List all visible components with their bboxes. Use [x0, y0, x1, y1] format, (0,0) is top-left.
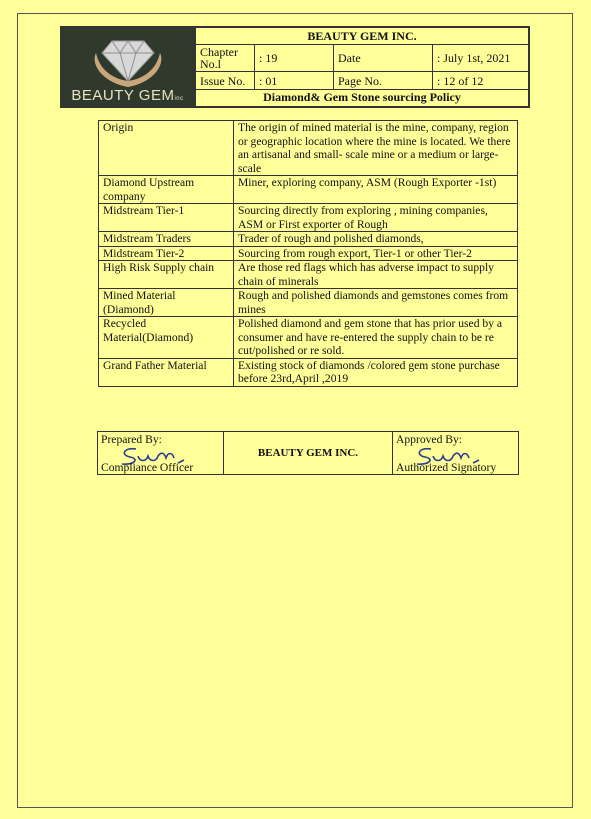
company-logo: [61, 27, 195, 107]
term-cell: Recycled Material(Diamond): [99, 317, 234, 359]
definition-cell: Miner, exploring company, ASM (Rough Exporter -1st): [234, 176, 518, 204]
definition-cell: The origin of mined material is the mine, company, region or geographic location where the mine is located. We there an artisanal and small- scale mine or a medium or large- scale: [234, 121, 518, 176]
date-value: : July 1st, 2021: [433, 45, 529, 72]
approved-role: Authorized Signatory: [396, 461, 497, 474]
diamond-logo-icon: [86, 31, 170, 91]
definition-cell: Sourcing directly from exploring , mining companies, ASM or First exporter of Rough: [234, 204, 518, 232]
term-cell: High Risk Supply chain: [99, 261, 234, 289]
table-row: [99, 121, 518, 176]
prepared-role: Compliance Officer: [101, 461, 194, 474]
policy-title: Diamond& Gem Stone sourcing Policy: [196, 89, 529, 106]
table-row: [99, 261, 518, 289]
prepared-by-cell: [98, 432, 224, 475]
definition-cell: Rough and polished diamonds and gemstones comes from mines: [234, 289, 518, 317]
definition-cell: Existing stock of diamonds /colored gem stone purchase before 23rd,April ,2019: [234, 358, 518, 386]
logo-wordmark: BEAUTY GEMinc: [71, 87, 184, 104]
document-header: [60, 26, 530, 108]
issue-label: Issue No.: [196, 72, 255, 89]
definition-cell: Sourcing from rough export, Tier-1 or other Tier-2: [234, 246, 518, 261]
date-label: Date: [334, 45, 433, 72]
chapter-value: : 19: [255, 45, 334, 72]
approved-by-label: Approved By:: [396, 433, 463, 446]
table-row: [99, 358, 518, 386]
signature-company: BEAUTY GEM INC.: [224, 432, 393, 475]
term-cell: Midstream Traders: [99, 232, 234, 247]
term-cell: Diamond Upstream company: [99, 176, 234, 204]
table-row: [99, 204, 518, 232]
company-name: BEAUTY GEM INC.: [196, 28, 529, 45]
definitions-table: [98, 120, 518, 387]
table-row: [99, 176, 518, 204]
prepared-by-label: Prepared By:: [101, 433, 162, 446]
definition-cell: Trader of rough and polished diamonds,: [234, 232, 518, 247]
table-row: [99, 232, 518, 247]
table-row: [99, 317, 518, 359]
approved-by-cell: [393, 432, 519, 475]
definition-cell: Are those red flags which has adverse impact to supply chain of minerals: [234, 261, 518, 289]
chapter-label: Chapter No.l: [196, 45, 255, 72]
page-label: Page No.: [334, 72, 433, 89]
term-cell: Origin: [99, 121, 234, 176]
term-cell: Mined Material (Diamond): [99, 289, 234, 317]
term-cell: Midstream Tier-2: [99, 246, 234, 261]
term-cell: Midstream Tier-1: [99, 204, 234, 232]
definition-cell: Polished diamond and gem stone that has prior used by a consumer and have re-entered the supply chain to be re cut/polished or re sold.: [234, 317, 518, 359]
table-row: [99, 289, 518, 317]
table-row: [99, 246, 518, 261]
header-info-table: [195, 27, 529, 107]
issue-value: : 01: [255, 72, 334, 89]
term-cell: Grand Father Material: [99, 358, 234, 386]
page-value: : 12 of 12: [433, 72, 529, 89]
signature-block: [97, 431, 519, 475]
